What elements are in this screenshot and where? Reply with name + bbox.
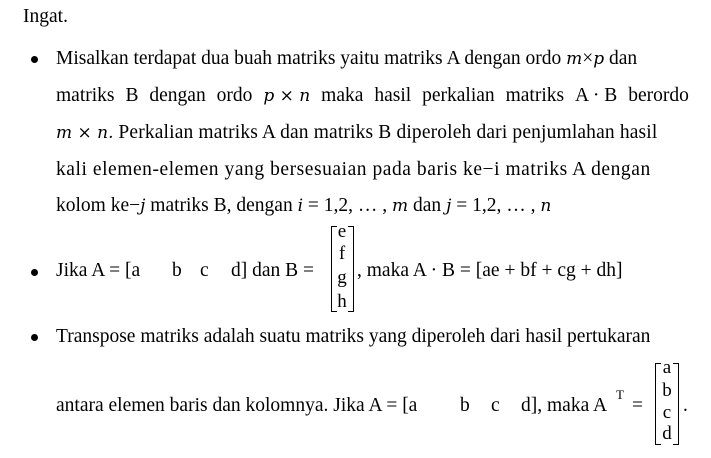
- bullet-3: [31, 334, 38, 341]
- bullet3-line2-start: antara elemen baris dan kolomnya. Jika A = [a: [56, 395, 418, 416]
- text-dan: dan: [413, 195, 442, 216]
- bullet1-line1: [56, 47, 637, 71]
- math-p-times-n: p × n: [263, 86, 311, 106]
- bullet2-jika: Jika A = [a: [56, 260, 141, 281]
- matrix-at-cell: a: [662, 357, 672, 378]
- bullet1-line5: [56, 194, 551, 218]
- bullet-1: [31, 56, 38, 63]
- bullet1-line4: [56, 158, 651, 182]
- word: matriks: [505, 85, 565, 106]
- word: B: [125, 85, 139, 106]
- bullet1-line2: [56, 84, 689, 108]
- bullet3-line1-text: Transpose matriks adalah suatu matriks yang diperoleh dari hasil pertukaran: [56, 326, 651, 347]
- times-symbol: ×: [582, 48, 594, 69]
- bullet1-line1-text: Misalkan terdapat dua buah matriks yaitu matriks A dengan ordo: [56, 48, 562, 69]
- row-elem-d: d], maka A: [521, 395, 608, 416]
- text: matriks B, dengan: [150, 195, 293, 216]
- row-elem-b: b: [172, 260, 182, 281]
- var-p: p: [593, 49, 605, 69]
- bullet2-maka: , maka A · B = [ae + bf + cg + dh]: [357, 260, 623, 281]
- bullet1-line4-text: kali elemen-elemen yang bersesuaian pada baris ke−i matriks A dengan: [56, 159, 651, 180]
- word: matriks: [56, 85, 115, 106]
- matrix-b-cell: f: [338, 243, 346, 264]
- bullet1-line1-end: dan: [609, 48, 638, 69]
- equals-sign: =: [632, 395, 643, 416]
- word: ordo: [216, 85, 253, 106]
- period: .: [683, 395, 688, 416]
- var-m: m: [566, 49, 583, 69]
- row-elem-b: b: [460, 395, 470, 416]
- row-elem-c: c: [491, 395, 500, 416]
- row-elem-d: d] dan B =: [231, 260, 315, 281]
- bullet3-line1: [56, 325, 650, 349]
- matrix-b-cell: h: [337, 291, 347, 312]
- matrix-at-cell: b: [662, 380, 672, 401]
- row-elem-c: c: [200, 260, 209, 281]
- word: perkalian: [422, 85, 495, 106]
- word: hasil: [374, 85, 412, 106]
- matrix-b-cell: e: [337, 221, 347, 242]
- word: berordo: [628, 85, 689, 106]
- bullet1-line3-text: Perkalian matriks A dan matriks B diperoleh dari penjumlahan hasil: [118, 122, 658, 143]
- kolom-ke: kolom ke−: [56, 195, 141, 216]
- math-a-dot-b: A · B: [575, 85, 618, 106]
- matrix-at-cell: c: [662, 402, 672, 423]
- matrix-at-cell: d: [662, 423, 672, 444]
- word: dengan: [149, 85, 206, 106]
- var-j: j: [140, 196, 146, 216]
- var-j: j: [446, 196, 452, 216]
- word: maka: [321, 85, 364, 106]
- bullet-2: [31, 269, 38, 276]
- range-2: = 1,2, … ,: [456, 195, 536, 216]
- var-i: i: [297, 196, 304, 216]
- heading: Ingat.: [23, 6, 68, 27]
- math-m-times-n: m × n.: [56, 123, 114, 143]
- var-m: m: [392, 196, 409, 216]
- superscript-t: T: [616, 387, 624, 402]
- bullet1-line3: [56, 121, 689, 145]
- range-1: = 1,2, … ,: [307, 195, 388, 216]
- matrix-b-cell: g: [337, 267, 347, 288]
- var-n: n: [540, 196, 552, 216]
